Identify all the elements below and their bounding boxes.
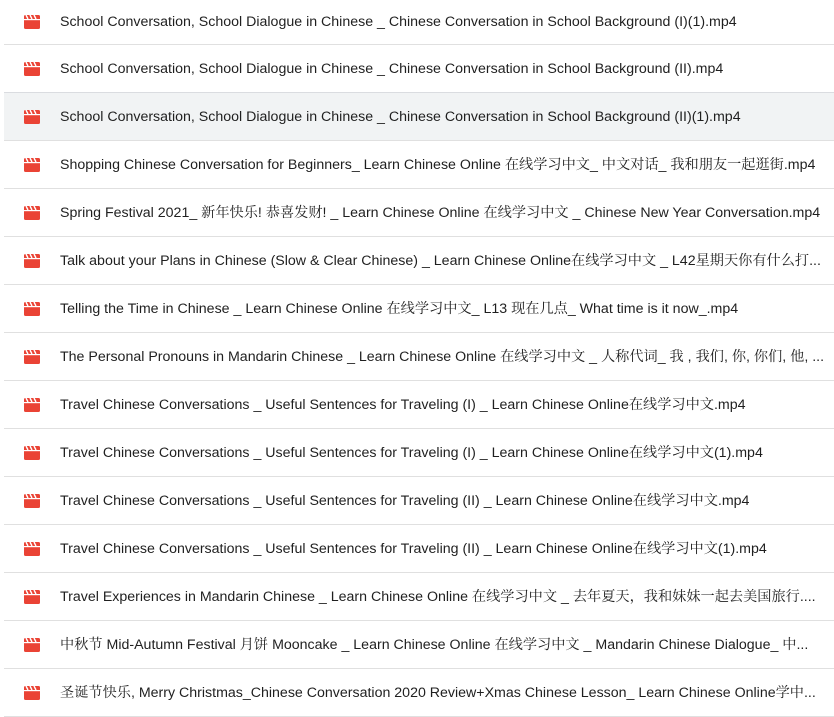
file-name: Spring Festival 2021_ 新年快乐! 恭喜发财! _ Learn Chinese Online 在线学习中文 _ Chinese New Year Conversation.mp4 [60,204,821,221]
file-name: 圣诞节快乐, Merry Christmas_Chinese Conversation 2020 Review+Xmas Chinese Lesson_ Learn Chinese Online学中... [60,684,816,701]
video-file-icon [24,590,40,604]
video-file-icon [24,398,40,412]
video-file-icon [24,494,40,508]
file-row[interactable] [4,621,834,669]
file-name: School Conversation, School Dialogue in Chinese _ Chinese Conversation in School Background (II).mp4 [60,60,724,77]
video-file-icon [24,158,40,172]
file-name: Telling the Time in Chinese _ Learn Chinese Online 在线学习中文_ L13 现在几点_ What time is it now_.mp4 [60,300,739,317]
file-row[interactable] [4,669,834,717]
video-file-icon [24,110,40,124]
file-name: Travel Experiences in Mandarin Chinese _ Learn Chinese Online 在线学习中文 _ 去年夏天，我和妹妹一起去美国旅行.... [60,588,816,605]
file-name: Travel Chinese Conversations _ Useful Sentences for Traveling (II) _ Learn Chinese Online在线学习中文(1).mp4 [60,540,767,557]
file-name: The Personal Pronouns in Mandarin Chinese _ Learn Chinese Online 在线学习中文 _ 人称代词_ 我 , 我们, 你, 你们, 他, ... [60,348,825,365]
file-row[interactable] [4,0,834,45]
file-name: School Conversation, School Dialogue in Chinese _ Chinese Conversation in School Background (II)(1).mp4 [60,108,741,125]
file-row[interactable] [4,45,834,93]
video-file-icon [24,15,40,29]
video-file-icon [24,254,40,268]
video-file-icon [24,446,40,460]
file-list [4,0,834,717]
video-file-icon [24,686,40,700]
video-file-icon [24,302,40,316]
file-name: Travel Chinese Conversations _ Useful Sentences for Traveling (I) _ Learn Chinese Online在线学习中文.mp4 [60,396,746,413]
file-row[interactable] [4,189,834,237]
video-file-icon [24,350,40,364]
file-name: School Conversation, School Dialogue in Chinese _ Chinese Conversation in School Background (I)(1).mp4 [60,14,737,30]
file-name: Travel Chinese Conversations _ Useful Sentences for Traveling (I) _ Learn Chinese Online在线学习中文(1).mp4 [60,444,763,461]
file-row[interactable] [4,525,834,573]
video-file-icon [24,542,40,556]
file-row[interactable] [4,573,834,621]
video-file-icon [24,206,40,220]
file-row[interactable] [4,285,834,333]
file-row[interactable] [4,429,834,477]
file-row[interactable] [4,333,834,381]
file-name: 中秋节 Mid-Autumn Festival 月饼 Mooncake _ Learn Chinese Online 在线学习中文 _ Mandarin Chinese Dialogue_ 中... [60,636,809,653]
video-file-icon [24,62,40,76]
video-file-icon [24,638,40,652]
file-name: Talk about your Plans in Chinese (Slow & Clear Chinese) _ Learn Chinese Online在线学习中文 _ L42星期天你有什么打... [60,252,821,269]
file-name: Shopping Chinese Conversation for Beginners_ Learn Chinese Online 在线学习中文_ 中文对话_ 我和朋友一起逛街.mp4 [60,156,816,173]
file-row[interactable] [4,477,834,525]
file-row[interactable] [4,381,834,429]
file-row[interactable] [4,141,834,189]
file-row-selected[interactable] [4,92,834,141]
file-row[interactable] [4,237,834,285]
file-name: Travel Chinese Conversations _ Useful Sentences for Traveling (II) _ Learn Chinese Online在线学习中文.mp4 [60,492,750,509]
